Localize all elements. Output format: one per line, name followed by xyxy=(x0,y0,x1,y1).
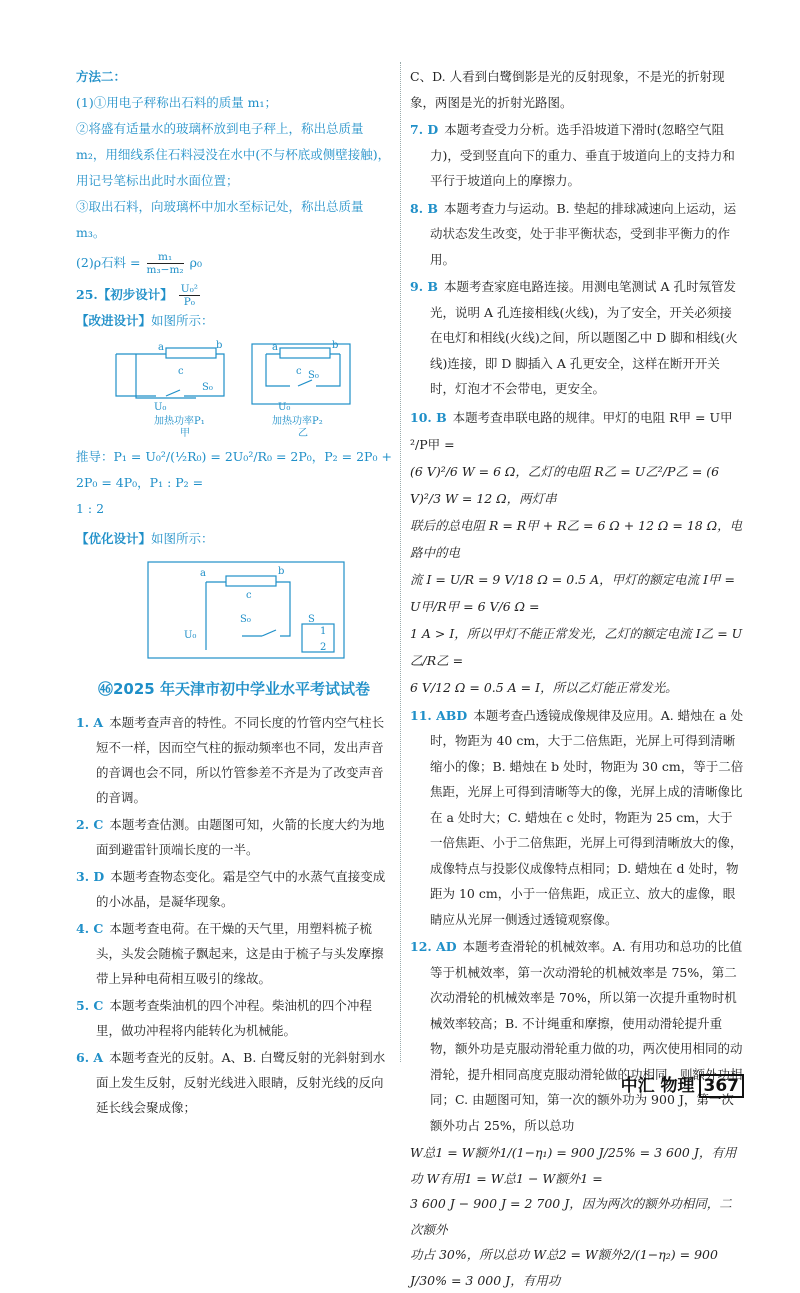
answer-11: 11. ABD 本题考查凸透镜成像规律及应用。A. 蜡烛在 a 处时，物距为 40 cm，大于二倍焦距，光屏上可得到清晰缩小的像；B. 蜡烛在 b 处时，物距为 30 cm，等于二倍焦距，光屏上可得到清晰等大的像，光屏上成的清晰像比在 a 处时大；C. 蜡烛在 c 处时，物距为 25 cm，大于一倍焦距、小于二倍焦距，光屏上可得到清晰放大的像，成像特点与投影仪成像特点相同；D. 蜡烛在 d 处时，物距为 10 cm，小于一倍焦距，成正立、放大的虚像，眼睛应从光屏一侧透过透镜观察像。 xyxy=(410,707,744,927)
answer-6: 6. A 本题考查光的反射。A、B. 白鹭反射的光斜射到水面上发生反射，反射光线进入眼睛，反射光线的反向延长线会聚成像； xyxy=(76,1050,386,1115)
step-1: (1)①用电子秤称出石料的质量 m₁； xyxy=(76,95,278,110)
answer-5: 5. C 本题考查柴油机的四个冲程。柴油机的四个冲程里，做功冲程将内能转化为机械能。 xyxy=(76,998,372,1038)
svg-text:b: b xyxy=(278,566,285,577)
svg-text:a: a xyxy=(158,342,164,353)
answer-4: 4. C 本题考查电荷。在干燥的天气里，用塑料梳子梳头，头发会随梳子飘起来，这是由于梳子与头发摩擦带上异种电荷相互吸引的缘故。 xyxy=(76,921,384,986)
answer-10: 10. B 本题考查串联电路的规律。甲灯的电阻 R甲 = U甲²/P甲 = (6 V)²/6 W = 6 Ω，乙灯的电阻 R乙 = U乙²/P乙 = (6 V)²/3 W = 12 Ω，两灯串 联后的总电阻 R = R甲 + R乙 = 6 Ω + 12 Ω = 18 Ω，电路中的电 流 I = U/R = 9 V/18 Ω = 0.5 A，甲灯的额定电流 I甲 = U甲/R甲 = 6 V/6 Ω = 1 A > I，所以甲灯不能正常发光，乙灯的额定电流 I乙 = U乙/R乙 = 6 V/12 Ω = 0.5 A = I，所以乙灯能正常发光。 xyxy=(410,409,743,695)
section-title: ㊻2025 年天津市初中学业水平考试试卷 xyxy=(98,680,370,698)
left-column xyxy=(76,64,392,1122)
column-divider xyxy=(400,62,401,1062)
svg-text:c: c xyxy=(178,366,184,377)
answer-1: 1. A 本题考查声音的特性。不同长度的竹管内空气柱长短不一样，因而空气柱的振动频率也不同，发出声音的音调也会不同，所以竹管参差不齐是为了改变声音的音调。 xyxy=(76,715,385,805)
svg-text:2: 2 xyxy=(320,642,327,653)
q25-answer: 25.【初步设计】 $\frac{\text{U₀²}}{\text{P₀}}$ xyxy=(76,283,199,308)
answer-7: 7. D 本题考查受力分析。选手沿坡道下滑时(忽略空气阻力)，受到竖直向下的重力、垂直于坡道向上的支持力和平行于坡道向上的摩擦力。 xyxy=(410,122,735,188)
optimized-circuit-diagram xyxy=(76,556,376,666)
svg-text:a: a xyxy=(200,568,206,579)
svg-text:S₀: S₀ xyxy=(308,370,319,381)
svg-text:S: S xyxy=(308,614,315,625)
svg-text:b: b xyxy=(216,340,223,351)
answer-6-continued: C、D. 人看到白鹭倒影是光的反射现象，不是光的折射现象，两图是光的折射光路图。 xyxy=(410,69,725,110)
caption-yi: 加热功率P₂ xyxy=(272,416,323,427)
svg-text:c: c xyxy=(246,590,252,601)
svg-text:c: c xyxy=(296,366,302,377)
svg-text:U₀: U₀ xyxy=(154,402,167,413)
answer-3: 3. D 本题考查物态变化。霜是空气中的水蒸气直接变成的小冰晶，是凝华现象。 xyxy=(76,869,386,909)
footer-brand: 中汇 物理 xyxy=(620,1076,695,1096)
caption-yi-label: 乙 xyxy=(298,428,308,438)
answer-9: 9. B 本题考查家庭电路连接。用测电笔测试 A 孔时氖管发光，说明 A 孔连接相线(火线)，为了安全，开关必须接在电灯和相线(火线)之间，所以题图乙中 D 脚和相线(火线)连接，即 D 脚插入 A 孔更安全，这样在断开开关时，灯泡才不会带电，更安全。 xyxy=(410,279,738,396)
derivation-ratio: 1 : 2 xyxy=(76,501,105,516)
answer-12: 12. AD 本题考查滑轮的机械效率。A. 有用功和总功的比值等于机械效率，第一次动滑轮的机械效率是 75%，第二次动滑轮的机械效率是 70%，所以第一次提升重物时机械效率较高；B. 不计绳重和摩擦，使用动滑轮提升重物，额外功是克服动滑轮重力做的功，两次使用相同的动滑轮，提升相同高度克服动滑轮做的功相同，则额外功相同；C. 由题图可知，第一次的额外功为 900 J，第一次额外功占 25%，所以总功 xyxy=(410,939,743,1133)
caption-jia: 加热功率P₁ xyxy=(154,416,205,427)
improved-circuit-diagrams xyxy=(76,338,376,438)
step-2: ②将盛有适量水的玻璃杯放到电子秤上，称出总质量 m₂，用细线系住石料浸没在水中(不与杯底或侧壁接触)，用记号笔标出此时水面位置； xyxy=(76,121,391,188)
answer-12-eq3: 功占 30%，所以总功 W总2 = W额外2/(1−η₂) = 900 J/30% = 3 000 J，有用功 xyxy=(410,1247,718,1288)
svg-text:U₀: U₀ xyxy=(278,402,291,413)
answer-2: 2. C 本题考查估测。由题图可知，火箭的长度大约为地面到避雷针顶端长度的一半。 xyxy=(76,817,385,857)
caption-jia-label: 甲 xyxy=(180,428,190,438)
step-3: ③取出石料，向玻璃杯中加水至标记处，称出总质量 m₃。 xyxy=(76,199,364,240)
optimize-design: 【优化设计】如图所示： xyxy=(76,531,214,546)
answer-8: 8. B 本题考查力与运动。B. 垫起的排球减速向上运动，运动状态发生改变，处于非平衡状态，受到非平衡力的作用。 xyxy=(410,200,737,267)
svg-text:1: 1 xyxy=(320,626,327,637)
derivation: 推导：P₁ = U₀²/(½R₀) = 2U₀²/R₀ = 2P₀，P₂ = 2P₀ + 2P₀ = 4P₀，P₁ : P₂ = xyxy=(76,449,392,490)
answer-list xyxy=(76,710,392,1120)
svg-text:S₀: S₀ xyxy=(202,382,213,393)
svg-text:S₀: S₀ xyxy=(240,614,251,625)
method2-title: 方法二： xyxy=(76,69,127,84)
page-number: 367 xyxy=(699,1074,745,1098)
right-column xyxy=(410,64,744,1293)
svg-text:b: b xyxy=(332,340,339,351)
answer-12-eq1: W总1 = W额外1/(1−η₁) = 900 J/25% = 3 600 J，有用功 W有用1 = W总1 − W额外1 = xyxy=(410,1145,737,1186)
svg-text:U₀: U₀ xyxy=(184,630,197,641)
svg-text:a: a xyxy=(272,342,278,353)
answer-12-eq2: 3 600 J − 900 J = 2 700 J，因为两次的额外功相同，二次额外 xyxy=(410,1196,732,1237)
improve-design: 【改进设计】如图所示： xyxy=(76,313,214,328)
page-footer xyxy=(621,1071,744,1096)
density-formula: (2)ρ石料 = $\frac{\text{m₁}}{\text{m₃−m₂}}$ ρ₀ xyxy=(76,251,202,276)
